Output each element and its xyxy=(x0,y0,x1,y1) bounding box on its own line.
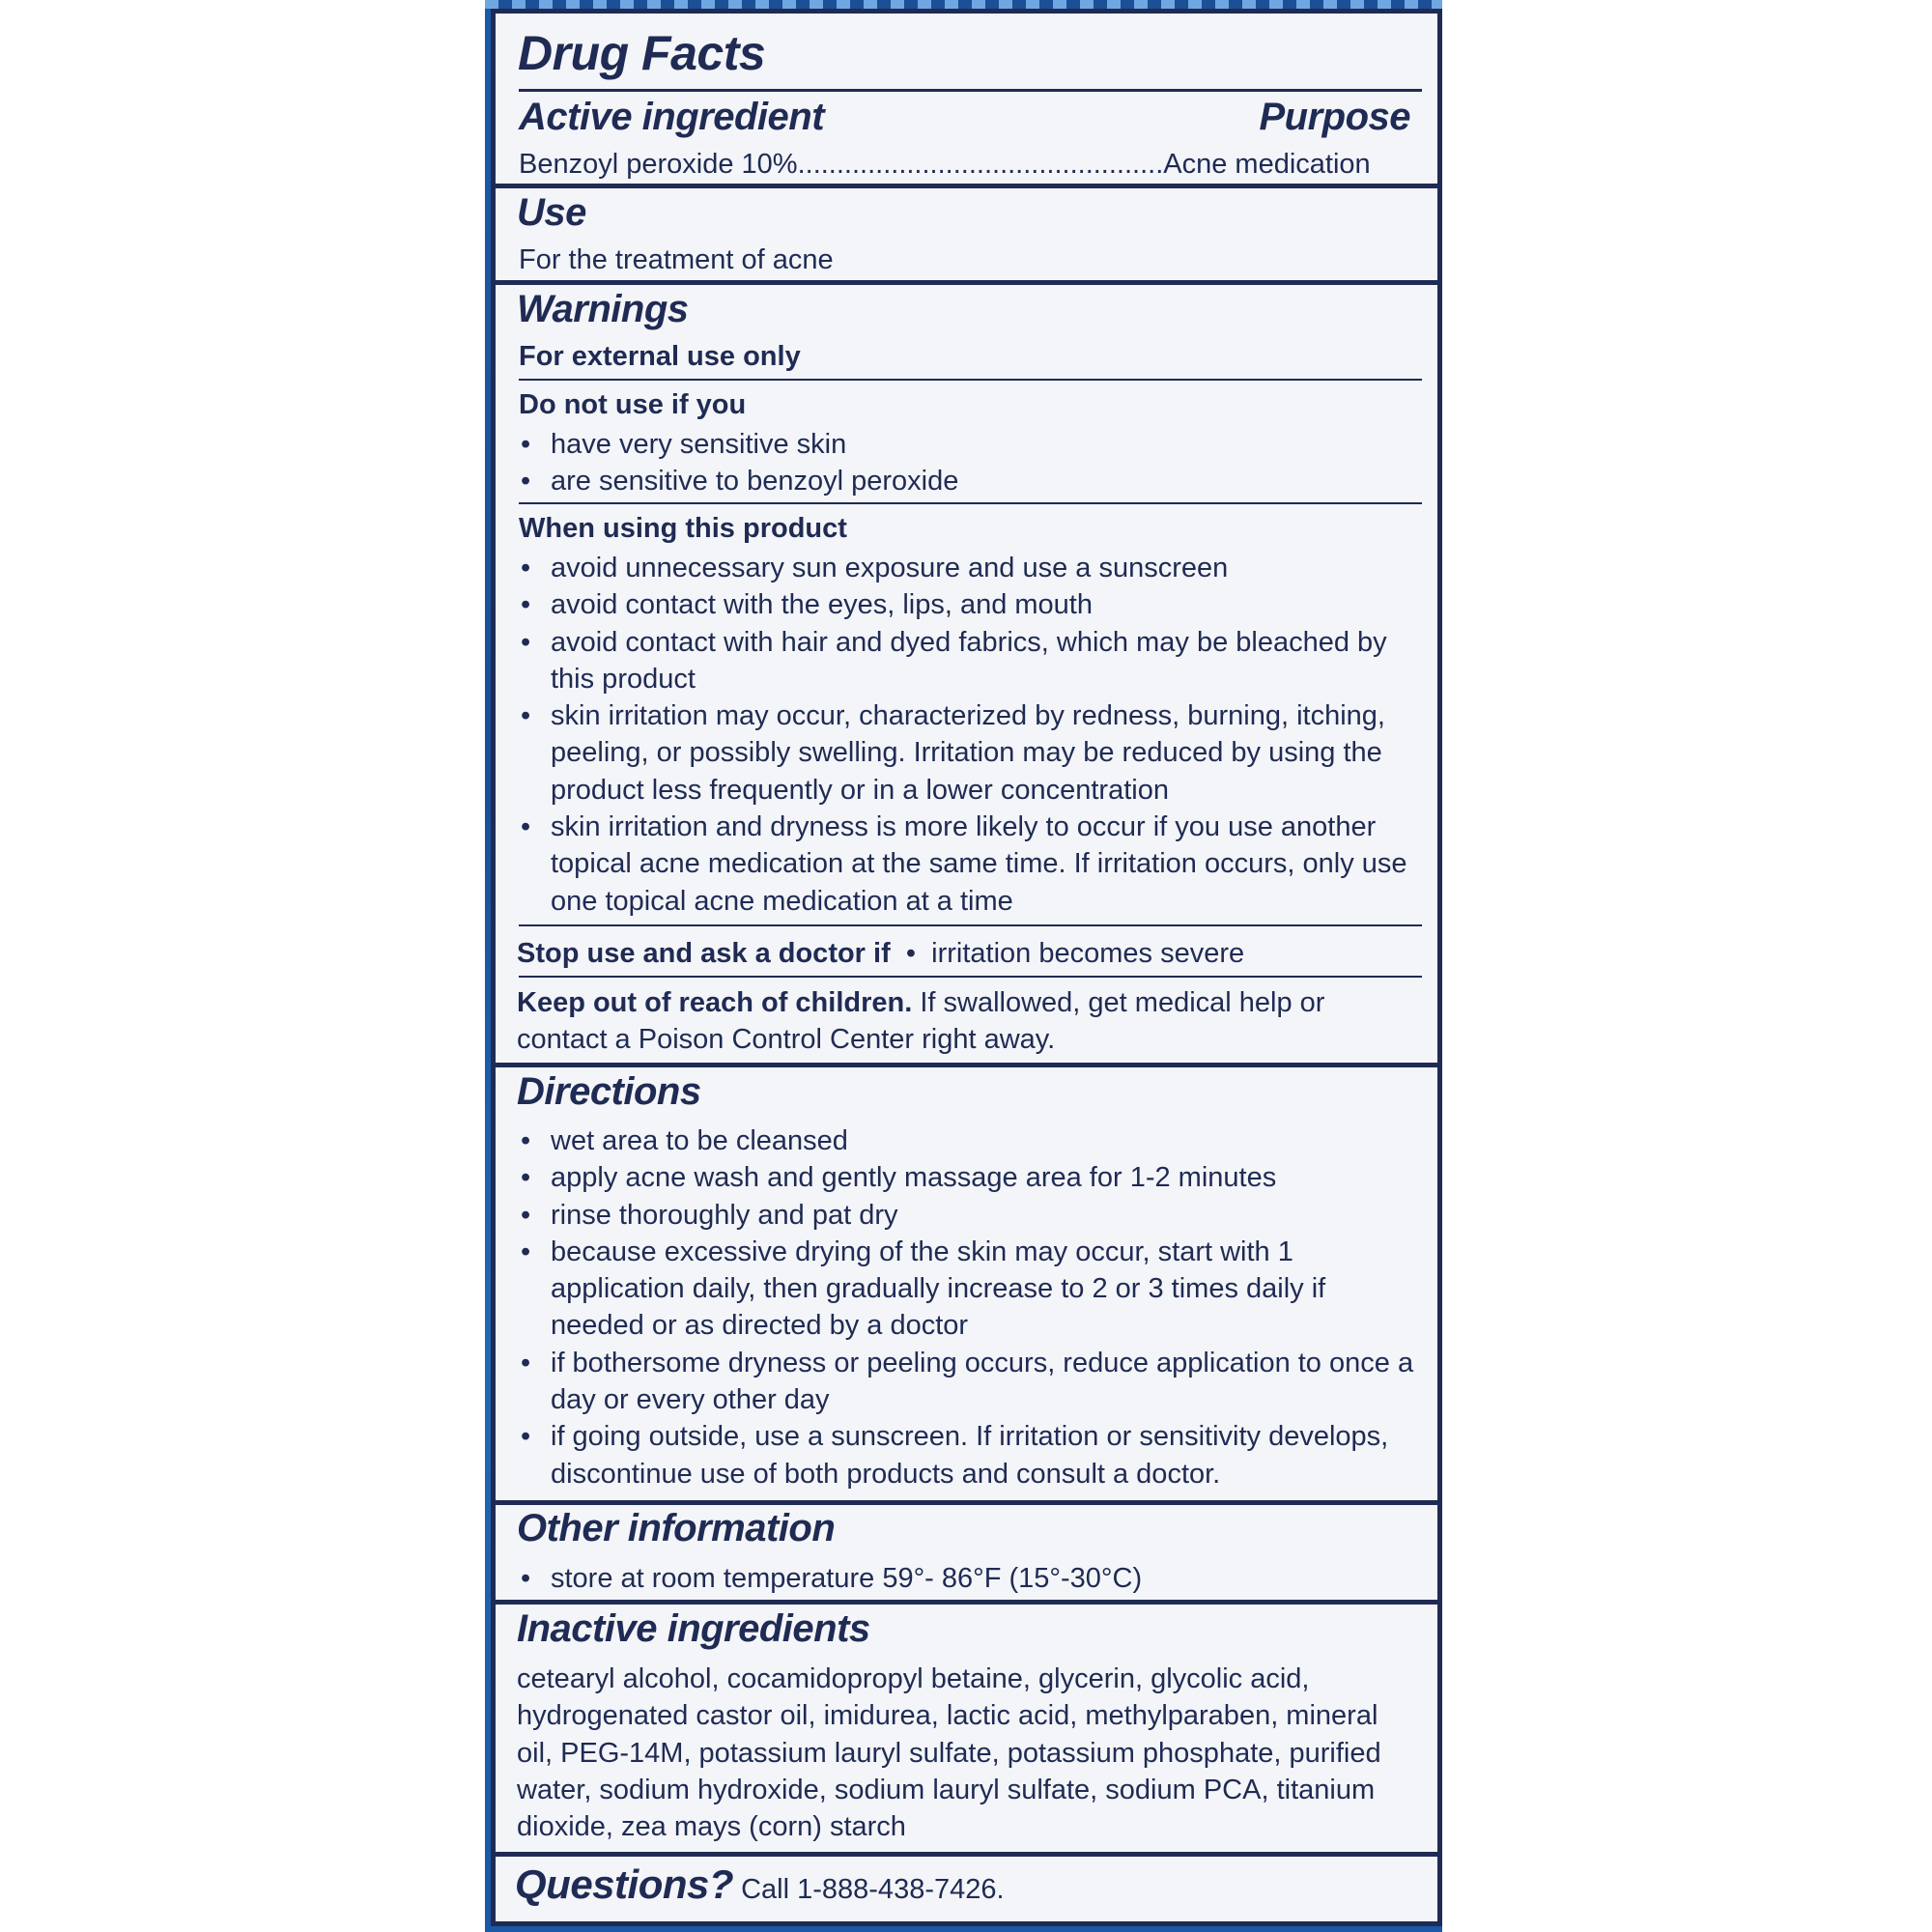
keep-out-heading: Keep out of reach of children. xyxy=(517,987,913,1018)
section-divider xyxy=(496,1063,1437,1067)
list-item: • avoid contact with the eyes, lips, and mouth xyxy=(519,586,1422,623)
list-item: • skin irritation and dryness is more likely to occur if you use another topical acne medication at the same time. If irritation occurs, only use one topical acne medication at a time xyxy=(519,809,1422,920)
bullet-icon: • xyxy=(897,938,924,969)
list-item: • avoid unnecessary sun exposure and use a sunscreen xyxy=(519,550,1422,586)
active-ingredient-name: Benzoyl peroxide 10% xyxy=(519,149,798,180)
directions-heading: Directions xyxy=(517,1070,701,1113)
keep-out-paragraph xyxy=(517,984,1420,1059)
section-divider xyxy=(496,1852,1437,1857)
drug-facts-title: Drug Facts xyxy=(518,26,766,80)
other-information-list xyxy=(519,1560,1142,1597)
package-top-pattern xyxy=(485,0,1442,9)
leader-dots: ............................................... xyxy=(797,149,1164,180)
warnings-divider xyxy=(519,924,1422,926)
list-item: • if bothersome dryness or peeling occurs, reduce application to once a day or every other day xyxy=(519,1345,1422,1419)
section-divider xyxy=(496,1500,1437,1505)
questions-text: Call 1-888-438-7426. xyxy=(741,1874,1005,1905)
title-divider xyxy=(519,89,1422,92)
when-using-list xyxy=(519,550,1422,920)
questions-heading: Questions? xyxy=(515,1861,734,1907)
list-item: • wet area to be cleansed xyxy=(519,1122,1422,1159)
list-item: • avoid contact with hair and dyed fabrics, which may be bleached by this product xyxy=(519,624,1422,698)
stop-use-item: irritation becomes severe xyxy=(931,938,1245,969)
section-divider xyxy=(496,1600,1437,1605)
when-using-heading: When using this product xyxy=(519,513,847,544)
stop-use-row xyxy=(517,935,1244,972)
other-information-heading: Other information xyxy=(517,1507,836,1549)
list-item: • if going outside, use a sunscreen. If irritation or sensitivity develops, discontinue use of both products and consult a doctor. xyxy=(519,1418,1422,1492)
list-item: • are sensitive to benzoyl peroxide xyxy=(519,463,958,499)
drug-facts-panel xyxy=(491,9,1442,1926)
list-item: • apply acne wash and gently massage area for 1-2 minutes xyxy=(519,1159,1422,1196)
warnings-divider xyxy=(519,976,1422,978)
use-text: For the treatment of acne xyxy=(519,244,834,275)
do-not-use-list xyxy=(519,426,958,500)
keep-out-text: If swallowed, get medical help or contact a Poison Control Center right away. xyxy=(517,987,1325,1056)
purpose-heading: Purpose xyxy=(1259,96,1410,138)
questions-row xyxy=(515,1861,1005,1913)
warnings-divider xyxy=(519,502,1422,504)
do-not-use-heading: Do not use if you xyxy=(519,389,747,420)
list-item: • store at room temperature 59°- 86°F (15°-30°C) xyxy=(519,1560,1142,1597)
section-divider xyxy=(496,280,1437,285)
warnings-divider xyxy=(519,379,1422,381)
list-item: • because excessive drying of the skin may occur, start with 1 application daily, then gradually increase to 2 or 3 times daily if needed or as directed by a doctor xyxy=(519,1234,1422,1345)
list-item: • have very sensitive skin xyxy=(519,426,958,463)
external-use-text: For external use only xyxy=(519,341,801,372)
active-ingredient-row xyxy=(519,146,1371,183)
warnings-heading: Warnings xyxy=(517,288,689,330)
use-heading: Use xyxy=(517,191,586,234)
section-divider xyxy=(496,184,1437,188)
background-left xyxy=(0,0,485,1932)
list-item: • skin irritation may occur, characterized by redness, burning, itching, peeling, or possibly swelling. Irritation may be reduced by using the product less frequently or in a lower concentration xyxy=(519,697,1422,809)
stop-use-heading: Stop use and ask a doctor if xyxy=(517,938,891,969)
directions-list xyxy=(519,1122,1422,1492)
inactive-ingredients-heading: Inactive ingredients xyxy=(517,1607,870,1650)
active-ingredient-purpose: Acne medication xyxy=(1163,149,1371,180)
active-ingredient-heading: Active ingredient xyxy=(519,96,825,138)
background-right xyxy=(1442,0,1932,1932)
list-item: • rinse thoroughly and pat dry xyxy=(519,1197,1422,1234)
inactive-ingredients-text: cetearyl alcohol, cocamidopropyl betaine, glycerin, glycolic acid, hydrogenated castor oil, imidurea, lactic acid, methylparaben, mineral oil, PEG-14M, potassium lauryl sulfate, potassium phosphate, purified water, sodium hydroxide, sodium lauryl sulfate, sodium PCA, titanium dioxide, zea mays (corn) starch xyxy=(517,1663,1381,1843)
